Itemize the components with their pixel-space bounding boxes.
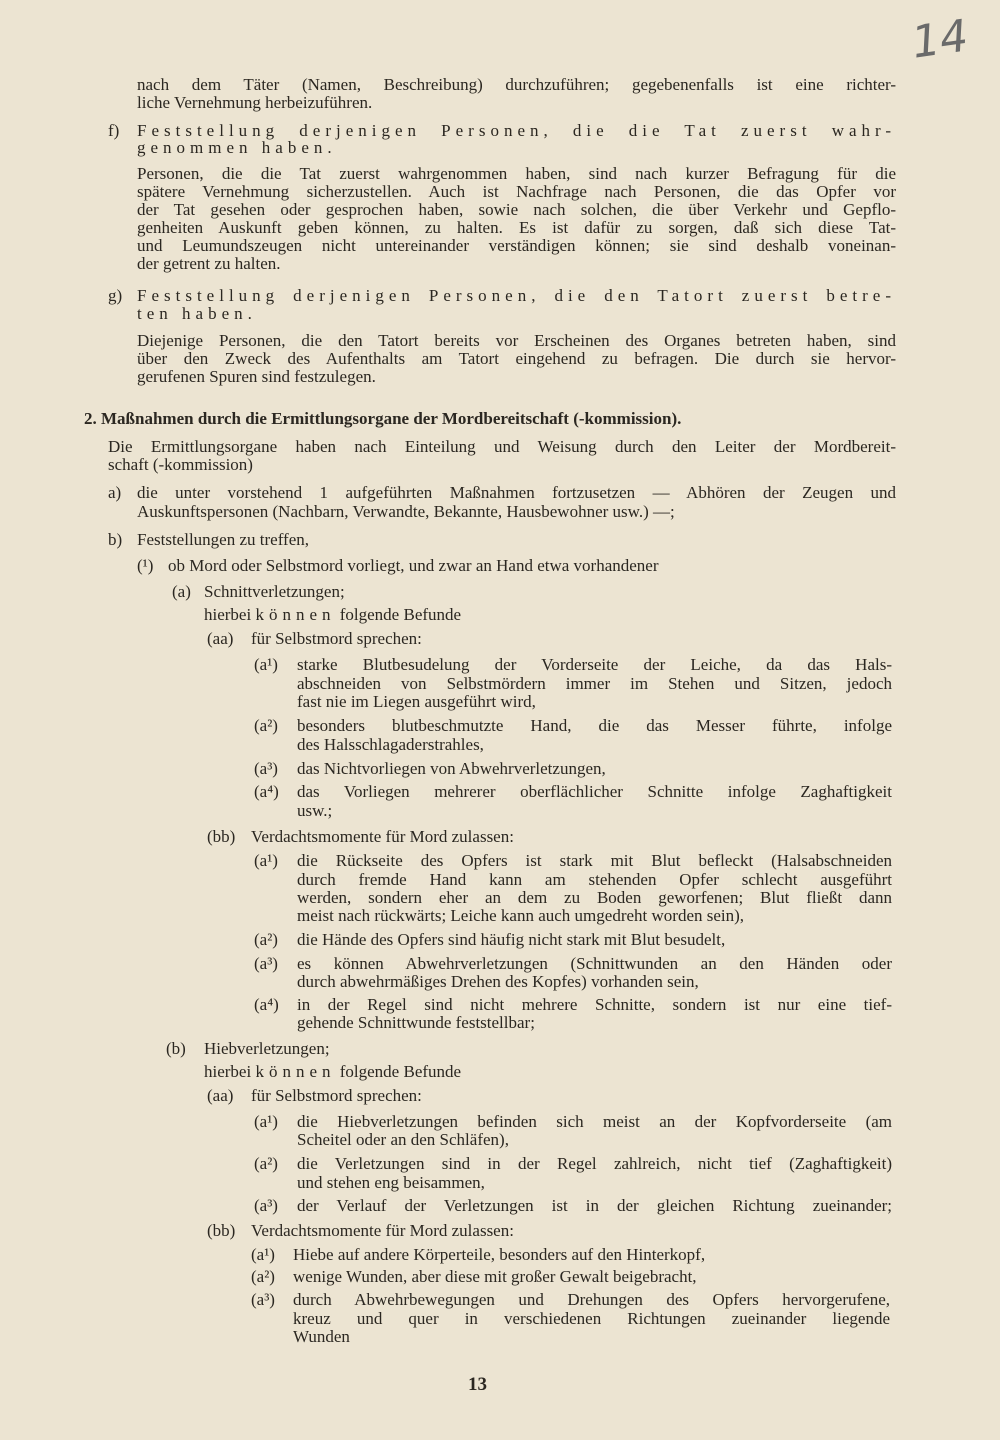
text-fragment: folgende Befunde bbox=[339, 1062, 462, 1081]
text-fragment: folgende Befunde bbox=[339, 605, 462, 624]
list-label: (aa) bbox=[207, 629, 234, 648]
list-label: (aa) bbox=[207, 1086, 234, 1105]
list-label: (a³) bbox=[254, 759, 278, 778]
list-label: (a²) bbox=[254, 716, 278, 735]
text-line: schaft (-kommission) bbox=[108, 455, 253, 474]
text-line bbox=[204, 606, 461, 623]
text-line: usw.; bbox=[297, 801, 333, 820]
list-label: (a) bbox=[172, 582, 191, 601]
list-label: (a³) bbox=[251, 1290, 275, 1309]
text-line: in der Regel sind nicht mehrere Schnitte, sondern ist nur eine tief- bbox=[297, 995, 892, 1014]
text-line: der getrent zu halten. bbox=[137, 254, 281, 273]
list-label: (a⁴) bbox=[254, 995, 279, 1014]
text-line: für Selbstmord sprechen: bbox=[251, 629, 422, 648]
text-line: das Vorliegen mehrerer oberflächlicher Schnitte infolge Zaghaftigkeit bbox=[297, 782, 892, 801]
text-fragment-spaced: können bbox=[255, 605, 336, 624]
text-line: die Rückseite des Opfers ist stark mit Blut befleckt (Halsabschneiden bbox=[297, 851, 892, 870]
list-label: (bb) bbox=[207, 1221, 236, 1240]
text-line: wenige Wunden, aber diese mit großer Gewalt beigebracht, bbox=[293, 1267, 697, 1286]
text-line: des Halsschlagaderstrahles, bbox=[297, 735, 484, 754]
list-label: (a³) bbox=[254, 1196, 278, 1215]
list-label: (a¹) bbox=[254, 1112, 278, 1131]
list-label: (a³) bbox=[254, 954, 278, 973]
text-line: der Verlauf der Verletzungen ist in der gleichen Richtung zueinander; bbox=[297, 1196, 892, 1215]
text-line: kreuz und quer in verschiedenen Richtungen zueinander liegende bbox=[293, 1309, 890, 1328]
list-label: (a²) bbox=[251, 1267, 275, 1286]
text-line: die Hiebverletzungen befinden sich meist an der Kopfvorderseite (am bbox=[297, 1112, 892, 1131]
section-heading-spaced: Feststellung derjenigen Personen, die den Tatort zuerst betre- bbox=[137, 286, 896, 305]
list-label: (a²) bbox=[254, 1154, 278, 1173]
text-fragment-spaced: können bbox=[255, 1062, 336, 1081]
text-line: genheiten Auskunft geben können, zu halten. Es ist dafür zu sorgen, daß sich diese Tat- bbox=[137, 218, 896, 237]
text-line: für Selbstmord sprechen: bbox=[251, 1086, 422, 1105]
text-line: fast nie im Liegen ausgeführt wird, bbox=[297, 692, 536, 711]
text-line: werden, sondern eher an dem zu Boden geworfenen; Blut fließt dann bbox=[297, 888, 892, 907]
text-line: Wunden bbox=[293, 1327, 350, 1346]
text-line: Scheitel oder an den Schläfen), bbox=[297, 1130, 509, 1149]
text-line bbox=[204, 1063, 461, 1080]
text-line: meist nach rückwärts; Leiche kann auch umgedreht worden sein), bbox=[297, 906, 745, 925]
list-label: f) bbox=[108, 121, 120, 140]
list-label: (¹) bbox=[137, 556, 154, 575]
text-line: starke Blutbesudelung der Vorderseite der Leiche, da das Hals- bbox=[297, 655, 892, 674]
text-line: gehende Schnittwunde feststellbar; bbox=[297, 1013, 535, 1032]
text-line: der Tat gesehen oder gesprochen haben, sowie nach solchen, die über Verkehr und Gepflo- bbox=[137, 200, 896, 219]
section-heading: 2. Maßnahmen durch die Ermittlungsorgane der Mordbereitschaft (-kommission). bbox=[84, 409, 682, 428]
text-line: die Hände des Opfers sind häufig nicht stark mit Blut besudelt, bbox=[297, 930, 726, 949]
list-label: (b) bbox=[166, 1039, 186, 1058]
text-line: über den Zweck des Aufenthalts am Tatort eingehend zu befragen. Die durch sie hervor- bbox=[137, 349, 896, 368]
text-line: Auskunftspersonen (Nachbarn, Verwandte, Bekannte, Hausbewohner usw.) —; bbox=[137, 502, 675, 521]
text-line: die Verletzungen sind in der Regel zahlreich, nicht tief (Zaghaftigkeit) bbox=[297, 1154, 892, 1173]
text-line: durch Abwehrbewegungen und Drehungen des Opfers hervorgerufene, bbox=[293, 1290, 890, 1309]
list-label: (bb) bbox=[207, 827, 236, 846]
section-heading-spaced: Feststellung derjenigen Personen, die die Tat zuerst wahr- bbox=[137, 121, 896, 140]
list-label: g) bbox=[108, 286, 123, 305]
section-heading-spaced: genommen haben. bbox=[137, 138, 337, 157]
text-line: spätere Vernehmung sicherzustellen. Auch ist Nachfrage nach Personen, die das Opfer vor bbox=[137, 182, 896, 201]
text-line: liche Vernehmung herbeizuführen. bbox=[137, 93, 373, 112]
list-label: a) bbox=[108, 483, 122, 502]
list-label: b) bbox=[108, 530, 123, 549]
text-line: Die Ermittlungsorgane haben nach Einteilung und Weisung durch den Leiter der Mordbereit- bbox=[108, 437, 896, 456]
text-line: das Nichtvorliegen von Abwehrverletzungen, bbox=[297, 759, 606, 778]
section-heading-spaced: ten haben. bbox=[137, 304, 257, 323]
list-label: (a¹) bbox=[254, 851, 278, 870]
text-line: ob Mord oder Selbstmord vorliegt, und zwar an Hand etwa vorhandener bbox=[168, 556, 659, 575]
text-line: und stehen eng beisammen, bbox=[297, 1173, 485, 1192]
text-line: abschneiden von Selbstmördern immer im Stehen und Sitzen, jedoch bbox=[297, 674, 892, 693]
text-line: nach dem Täter (Namen, Beschreibung) durchzuführen; gegebenenfalls ist eine richter- bbox=[137, 75, 896, 94]
text-line: Verdachtsmomente für Mord zulassen: bbox=[251, 827, 514, 846]
handwritten-folio-number: 14 bbox=[908, 10, 972, 69]
text-line: Schnittverletzungen; bbox=[204, 582, 345, 601]
text-line: Hiebverletzungen; bbox=[204, 1039, 330, 1058]
text-line: Personen, die die Tat zuerst wahrgenommen haben, sind nach kurzer Befragung für die bbox=[137, 164, 896, 183]
text-line: es können Abwehrverletzungen (Schnittwunden an den Händen oder bbox=[297, 954, 892, 973]
text-line: durch fremde Hand kann am stehenden Opfer schlecht ausgeführt bbox=[297, 870, 892, 889]
text-line: gerufenen Spuren sind festzulegen. bbox=[137, 367, 376, 386]
text-fragment: hierbei bbox=[204, 1062, 252, 1081]
text-line: Verdachtsmomente für Mord zulassen: bbox=[251, 1221, 514, 1240]
text-fragment: hierbei bbox=[204, 605, 252, 624]
list-label: (a⁴) bbox=[254, 782, 279, 801]
text-line: Hiebe auf andere Körperteile, besonders auf den Hinterkopf, bbox=[293, 1245, 706, 1264]
text-line: Feststellungen zu treffen, bbox=[137, 530, 310, 549]
text-line: durch abwehrmäßiges Drehen des Kopfes) vorhanden sein, bbox=[297, 972, 699, 991]
list-label: (a²) bbox=[254, 930, 278, 949]
text-line: die unter vorstehend 1 aufgeführten Maßnahmen fortzusetzen — Abhören der Zeugen und bbox=[137, 483, 896, 502]
text-line: und Leumundszeugen nicht untereinander verständigen können; sie sind deshalb voneinan- bbox=[137, 236, 896, 255]
list-label: (a¹) bbox=[254, 655, 278, 674]
page-number: 13 bbox=[468, 1374, 487, 1395]
text-line: Diejenige Personen, die den Tatort bereits vor Erscheinen des Organes betreten haben, sind bbox=[137, 331, 896, 350]
list-label: (a¹) bbox=[251, 1245, 275, 1264]
text-line: besonders blutbeschmutzte Hand, die das Messer führte, infolge bbox=[297, 716, 892, 735]
